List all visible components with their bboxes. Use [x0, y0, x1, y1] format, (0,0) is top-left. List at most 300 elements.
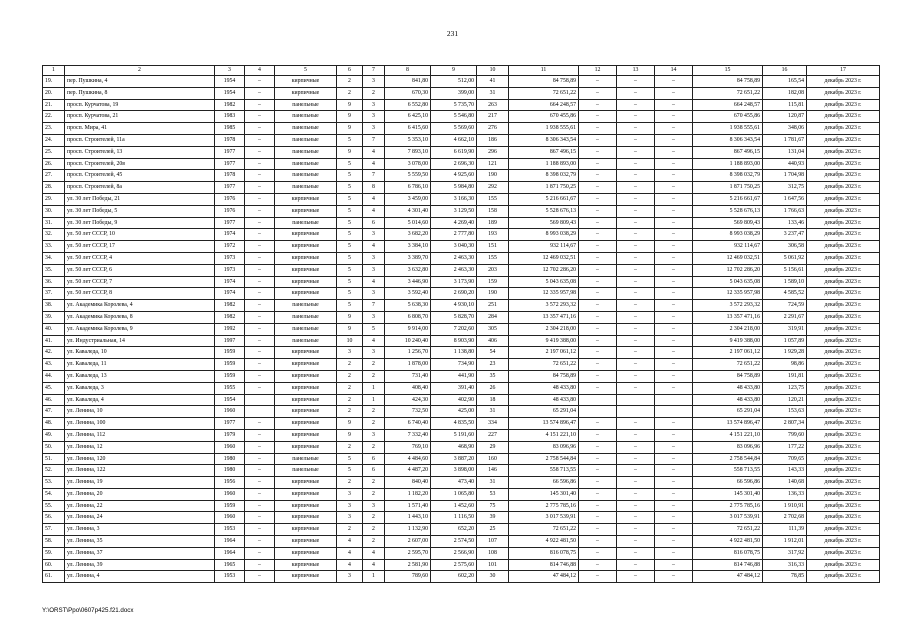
table-cell: 2 463,30 [431, 264, 477, 276]
table-cell: 4 301,40 [385, 205, 431, 217]
table-cell: 41 [477, 76, 509, 88]
table-cell: декабрь 2023 г. [807, 288, 880, 300]
table-cell: – [617, 229, 655, 241]
table-cell: декабрь 2023 г. [807, 182, 880, 194]
table-cell: 61. [43, 571, 65, 583]
table-cell: 29. [43, 193, 65, 205]
table-cell: 227 [477, 429, 509, 441]
table-cell: – [617, 335, 655, 347]
table-cell: 4 [363, 559, 385, 571]
table-row [43, 300, 880, 312]
table-cell: – [617, 465, 655, 477]
table-cell: декабрь 2023 г. [807, 300, 880, 312]
table-cell: – [245, 87, 275, 99]
table-cell: 1 704,98 [763, 170, 807, 182]
column-header: 4 [245, 66, 275, 76]
table-cell: – [579, 453, 617, 465]
table-cell: 1 188 893,00 [509, 158, 579, 170]
table-cell: 48 433,80 [693, 394, 763, 406]
table-cell: 72 651,22 [509, 87, 579, 99]
table-cell: 48 433,80 [509, 382, 579, 394]
table-cell: 5 528 676,13 [693, 205, 763, 217]
table-cell: 3 [363, 252, 385, 264]
table-cell: 6 [363, 453, 385, 465]
table-cell: 292 [477, 182, 509, 194]
table-cell: ул. Ленина, 12 [65, 441, 215, 453]
table-cell: 1976 [215, 205, 245, 217]
table-cell: 23 [477, 359, 509, 371]
table-cell: 4 [363, 335, 385, 347]
table-cell: – [579, 477, 617, 489]
table-cell: 816 078,75 [693, 547, 763, 559]
table-cell: 1 182,20 [385, 488, 431, 500]
table-cell: – [245, 182, 275, 194]
table-cell: – [655, 359, 693, 371]
table-cell: 4 835,50 [431, 418, 477, 430]
table-cell: декабрь 2023 г. [807, 536, 880, 548]
table-cell: – [655, 252, 693, 264]
table-cell: декабрь 2023 г. [807, 111, 880, 123]
table-cell: 3 389,70 [385, 252, 431, 264]
table-cell: – [245, 500, 275, 512]
table-row [43, 359, 880, 371]
table-cell: 65 291,04 [509, 406, 579, 418]
table-row [43, 170, 880, 182]
table-cell: 75 [477, 500, 509, 512]
table-cell: – [617, 571, 655, 583]
table-row [43, 323, 880, 335]
table-cell: 932 114,67 [693, 241, 763, 253]
table-cell: 5 [337, 182, 363, 194]
table-cell: декабрь 2023 г. [807, 252, 880, 264]
table-cell: – [655, 99, 693, 111]
table-cell: 789,60 [385, 571, 431, 583]
table-cell: – [579, 111, 617, 123]
table-row [43, 288, 880, 300]
table-cell: – [245, 146, 275, 158]
table-cell: кирпичные [275, 193, 337, 205]
table-cell: 28. [43, 182, 65, 194]
table-cell: панельные [275, 99, 337, 111]
table-cell: просп. Строителей, 20в [65, 158, 215, 170]
table-cell: 2 758 544,84 [509, 453, 579, 465]
table-cell: кирпичные [275, 359, 337, 371]
column-header: 6 [337, 66, 363, 76]
table-cell: 569 809,43 [509, 217, 579, 229]
table-cell: – [245, 465, 275, 477]
table-cell: 334 [477, 418, 509, 430]
table-cell: – [245, 359, 275, 371]
table-cell: 72 651,22 [693, 359, 763, 371]
table-cell: 8 398 032,79 [509, 170, 579, 182]
table-cell: 115,81 [763, 99, 807, 111]
table-cell: декабрь 2023 г. [807, 99, 880, 111]
column-header: 12 [579, 66, 617, 76]
table-cell: 3 [363, 347, 385, 359]
table-cell: декабрь 2023 г. [807, 465, 880, 477]
table-cell: – [617, 477, 655, 489]
table-cell: 47 484,12 [693, 571, 763, 583]
table-cell: 3 166,30 [431, 193, 477, 205]
table-cell: 123,75 [763, 382, 807, 394]
table-cell: 2 581,90 [385, 559, 431, 571]
table-cell: 158 [477, 205, 509, 217]
table-cell: – [617, 311, 655, 323]
table-cell: – [579, 146, 617, 158]
table-row [43, 193, 880, 205]
table-row [43, 217, 880, 229]
table-cell: кирпичные [275, 87, 337, 99]
table-cell: 840,40 [385, 477, 431, 489]
table-cell: панельные [275, 217, 337, 229]
table-cell: 29 [477, 441, 509, 453]
table-cell: 133,46 [763, 217, 807, 229]
table-cell: ул. Ленина, 10 [65, 406, 215, 418]
table-cell: – [655, 477, 693, 489]
table-cell: 35 [477, 370, 509, 382]
table-cell: 101 [477, 559, 509, 571]
table-cell: 5 043 635,08 [693, 276, 763, 288]
table-cell: 3 [363, 229, 385, 241]
table-cell: 2 574,50 [431, 536, 477, 548]
table-cell: 3 592,40 [385, 288, 431, 300]
table-cell: – [579, 418, 617, 430]
table-cell: 5 [337, 453, 363, 465]
table-cell: – [617, 205, 655, 217]
table-cell: – [245, 335, 275, 347]
table-cell: 4 487,20 [385, 465, 431, 477]
table-cell: 4 922 481,50 [693, 536, 763, 548]
table-cell: 316,33 [763, 559, 807, 571]
table-cell: – [655, 87, 693, 99]
table-cell: декабрь 2023 г. [807, 524, 880, 536]
table-cell [617, 406, 655, 418]
table-cell: 1973 [215, 264, 245, 276]
table-cell: 440,93 [763, 158, 807, 170]
table-cell: 424,30 [385, 394, 431, 406]
table-cell: 7 [363, 300, 385, 312]
table-cell: 512,00 [431, 76, 477, 88]
table-cell: ул. Индустриальная, 14 [65, 335, 215, 347]
table-cell: 4 930,10 [431, 300, 477, 312]
table-cell: – [655, 311, 693, 323]
table-cell: 31 [477, 477, 509, 489]
table-cell: 5 [337, 276, 363, 288]
table-cell: – [245, 134, 275, 146]
table-cell: – [655, 229, 693, 241]
table-cell: 558 713,55 [693, 465, 763, 477]
table-cell: – [617, 193, 655, 205]
table-cell: 2 [363, 359, 385, 371]
table-cell: 84 758,89 [509, 370, 579, 382]
table-row [43, 241, 880, 253]
table-cell: 217 [477, 111, 509, 123]
table-cell: 263 [477, 99, 509, 111]
table-cell: 3 459,00 [385, 193, 431, 205]
table-cell: 145 301,40 [693, 488, 763, 500]
table-row [43, 524, 880, 536]
table-cell: 408,40 [385, 382, 431, 394]
table-cell: 1954 [215, 87, 245, 99]
table-cell: – [655, 536, 693, 548]
table-cell: 31 [477, 87, 509, 99]
table-cell: 276 [477, 123, 509, 135]
table-cell: 60. [43, 559, 65, 571]
table-cell: 2 [337, 87, 363, 99]
table-cell: 5 [363, 323, 385, 335]
table-cell: 2 [363, 512, 385, 524]
table-cell: 731,40 [385, 370, 431, 382]
table-row [43, 370, 880, 382]
table-cell: 402,90 [431, 394, 477, 406]
table-cell: 3 173,90 [431, 276, 477, 288]
table-cell: ул. Ленина, 4 [65, 571, 215, 583]
table-cell: 177,22 [763, 441, 807, 453]
table-cell: 664 248,57 [693, 99, 763, 111]
table-cell: декабрь 2023 г. [807, 276, 880, 288]
table-cell: кирпичные [275, 477, 337, 489]
table-cell: 2 463,30 [431, 252, 477, 264]
column-header: 16 [763, 66, 807, 76]
table-row [43, 571, 880, 583]
table-cell: 1972 [215, 241, 245, 253]
table-cell: 1960 [215, 488, 245, 500]
table-cell: 1997 [215, 335, 245, 347]
table-row [43, 559, 880, 571]
table-cell: 143,33 [763, 465, 807, 477]
table-row [43, 335, 880, 347]
table-cell: 2 [337, 406, 363, 418]
table-cell: 4 662,10 [431, 134, 477, 146]
table-cell: 21. [43, 99, 65, 111]
table-cell: – [655, 465, 693, 477]
table-cell: 3 898,00 [431, 465, 477, 477]
table-cell: – [655, 547, 693, 559]
table-cell: – [617, 524, 655, 536]
table-cell: 4 585,52 [763, 288, 807, 300]
table-cell: – [617, 182, 655, 194]
table-cell: 108 [477, 547, 509, 559]
table-cell: 5 [337, 252, 363, 264]
table-cell: ул. 50 лет СССР, 10 [65, 229, 215, 241]
table-cell: 72 651,22 [693, 524, 763, 536]
table-cell: 5 [337, 229, 363, 241]
table-cell: просп. Строителей, 13 [65, 146, 215, 158]
table-cell: 1 938 555,61 [693, 123, 763, 135]
column-header: 15 [693, 66, 763, 76]
table-cell: 1 871 750,25 [693, 182, 763, 194]
table-cell: – [579, 359, 617, 371]
table-cell: – [579, 382, 617, 394]
table-cell: – [655, 205, 693, 217]
table-cell: декабрь 2023 г. [807, 158, 880, 170]
table-cell: 1977 [215, 418, 245, 430]
table-cell: – [655, 488, 693, 500]
table-row [43, 311, 880, 323]
table-cell: 52. [43, 465, 65, 477]
table-cell: 5 216 661,67 [509, 193, 579, 205]
table-cell: декабрь 2023 г. [807, 335, 880, 347]
table-cell: 734,90 [431, 359, 477, 371]
table-cell: – [655, 193, 693, 205]
table-cell: – [579, 241, 617, 253]
table-cell: 2 [337, 441, 363, 453]
table-cell: 9 [337, 418, 363, 430]
table-cell: – [617, 264, 655, 276]
table-cell: – [617, 382, 655, 394]
table-cell: 3 572 293,32 [693, 300, 763, 312]
table-row [43, 477, 880, 489]
table-cell: декабрь 2023 г. [807, 512, 880, 524]
table-row [43, 382, 880, 394]
table-cell: – [245, 123, 275, 135]
table-cell: – [579, 500, 617, 512]
table-cell: – [245, 453, 275, 465]
table-cell: 182,08 [763, 87, 807, 99]
table-cell: 13 357 471,16 [693, 311, 763, 323]
table-cell: 473,40 [431, 477, 477, 489]
table-cell: 5 156,61 [763, 264, 807, 276]
table-cell: 425,00 [431, 406, 477, 418]
table-cell: панельные [275, 453, 337, 465]
table-cell: 3 129,50 [431, 205, 477, 217]
table-cell: 5 [337, 205, 363, 217]
table-cell: – [245, 536, 275, 548]
table-cell: – [655, 264, 693, 276]
table-cell: – [579, 252, 617, 264]
table-row [43, 394, 880, 406]
column-header: 9 [431, 66, 477, 76]
table-cell: ул. Ленина, 35 [65, 536, 215, 548]
table-cell: – [655, 111, 693, 123]
table-cell: 3 [337, 488, 363, 500]
table-cell: 4 [363, 205, 385, 217]
table-cell: кирпичные [275, 347, 337, 359]
table-cell: 2 [363, 87, 385, 99]
table-cell: 6 [363, 465, 385, 477]
table-cell: – [245, 158, 275, 170]
table-cell: 1982 [215, 311, 245, 323]
table-cell: 932 114,67 [509, 241, 579, 253]
table-cell: 3 [337, 571, 363, 583]
table-cell: 7 893,10 [385, 146, 431, 158]
table-cell: 20. [43, 87, 65, 99]
table-cell: 120,87 [763, 111, 807, 123]
table-cell: панельные [275, 323, 337, 335]
table-cell: 4 484,60 [385, 453, 431, 465]
table-cell: 3 572 293,32 [509, 300, 579, 312]
table-cell: 4 [363, 146, 385, 158]
table-cell: – [245, 347, 275, 359]
table-cell: 27. [43, 170, 65, 182]
table-cell: ул. Академика Королева, 8 [65, 311, 215, 323]
table-cell: 55. [43, 500, 65, 512]
table-cell: 1959 [215, 359, 245, 371]
table-row [43, 76, 880, 88]
table-cell: 1977 [215, 146, 245, 158]
table-cell: декабрь 2023 г. [807, 500, 880, 512]
table-cell: 30 [477, 571, 509, 583]
table-cell: – [655, 441, 693, 453]
table-cell: 49. [43, 429, 65, 441]
table-cell: 36. [43, 276, 65, 288]
table-cell: декабрь 2023 г. [807, 370, 880, 382]
table-cell: 2 197 061,12 [693, 347, 763, 359]
table-cell: 2 [363, 477, 385, 489]
table-cell: 2 304 218,00 [509, 323, 579, 335]
table-cell: – [579, 205, 617, 217]
table-cell: просп. Строителей, 8а [65, 182, 215, 194]
table-row [43, 99, 880, 111]
table-cell: 65 291,04 [693, 406, 763, 418]
table-cell: 5 546,80 [431, 111, 477, 123]
table-cell: 165,54 [763, 76, 807, 88]
table-cell: 54. [43, 488, 65, 500]
table-cell: 43. [43, 359, 65, 371]
table-cell: 4 922 481,50 [509, 536, 579, 548]
table-row [43, 158, 880, 170]
table-cell: ул. Каваледа, 3 [65, 382, 215, 394]
table-cell: 1 589,10 [763, 276, 807, 288]
table-cell: декабрь 2023 г. [807, 205, 880, 217]
table-cell: 8 993 038,29 [693, 229, 763, 241]
column-header: 10 [477, 66, 509, 76]
table-cell: ул. Ленина, 19 [65, 477, 215, 489]
table-cell: 9 [337, 146, 363, 158]
table-cell: 2 807,34 [763, 418, 807, 430]
table-cell: декабрь 2023 г. [807, 311, 880, 323]
table-cell: – [617, 429, 655, 441]
table-cell: 19. [43, 76, 65, 88]
table-cell: декабрь 2023 г. [807, 488, 880, 500]
table-cell: ул. Каваледа, 11 [65, 359, 215, 371]
table-cell: 9 [337, 99, 363, 111]
table-cell: – [617, 76, 655, 88]
table-row [43, 87, 880, 99]
table-cell: 6 [363, 217, 385, 229]
table-cell: 1 116,50 [431, 512, 477, 524]
table-cell: – [245, 241, 275, 253]
table-cell: 46. [43, 394, 65, 406]
table-cell: панельные [275, 111, 337, 123]
table-cell: 2 777,80 [431, 229, 477, 241]
table-cell: кирпичные [275, 429, 337, 441]
table-cell: 12 335 957,98 [693, 288, 763, 300]
table-cell: 664 248,57 [509, 99, 579, 111]
table-cell: 1 647,56 [763, 193, 807, 205]
table-cell: 1 138,80 [431, 347, 477, 359]
table-cell: – [245, 252, 275, 264]
table-cell: 5 559,50 [385, 170, 431, 182]
table-row [43, 252, 880, 264]
table-cell: пер. Пушкина, 4 [65, 76, 215, 88]
table-cell: 2 775 785,16 [693, 500, 763, 512]
table-cell: 1959 [215, 500, 245, 512]
table-cell: 8 398 032,79 [693, 170, 763, 182]
table-cell: 4 [363, 276, 385, 288]
table-cell: 13 357 471,16 [509, 311, 579, 323]
table-row [43, 488, 880, 500]
page-number: 231 [446, 29, 459, 38]
table-cell: – [617, 241, 655, 253]
table-cell: 9 [337, 111, 363, 123]
table-cell: декабрь 2023 г. [807, 547, 880, 559]
table-cell: 602,20 [431, 571, 477, 583]
table-cell: панельные [275, 123, 337, 135]
table-cell: 25 [477, 524, 509, 536]
table-cell: 5 353,10 [385, 134, 431, 146]
table-cell: – [579, 76, 617, 88]
